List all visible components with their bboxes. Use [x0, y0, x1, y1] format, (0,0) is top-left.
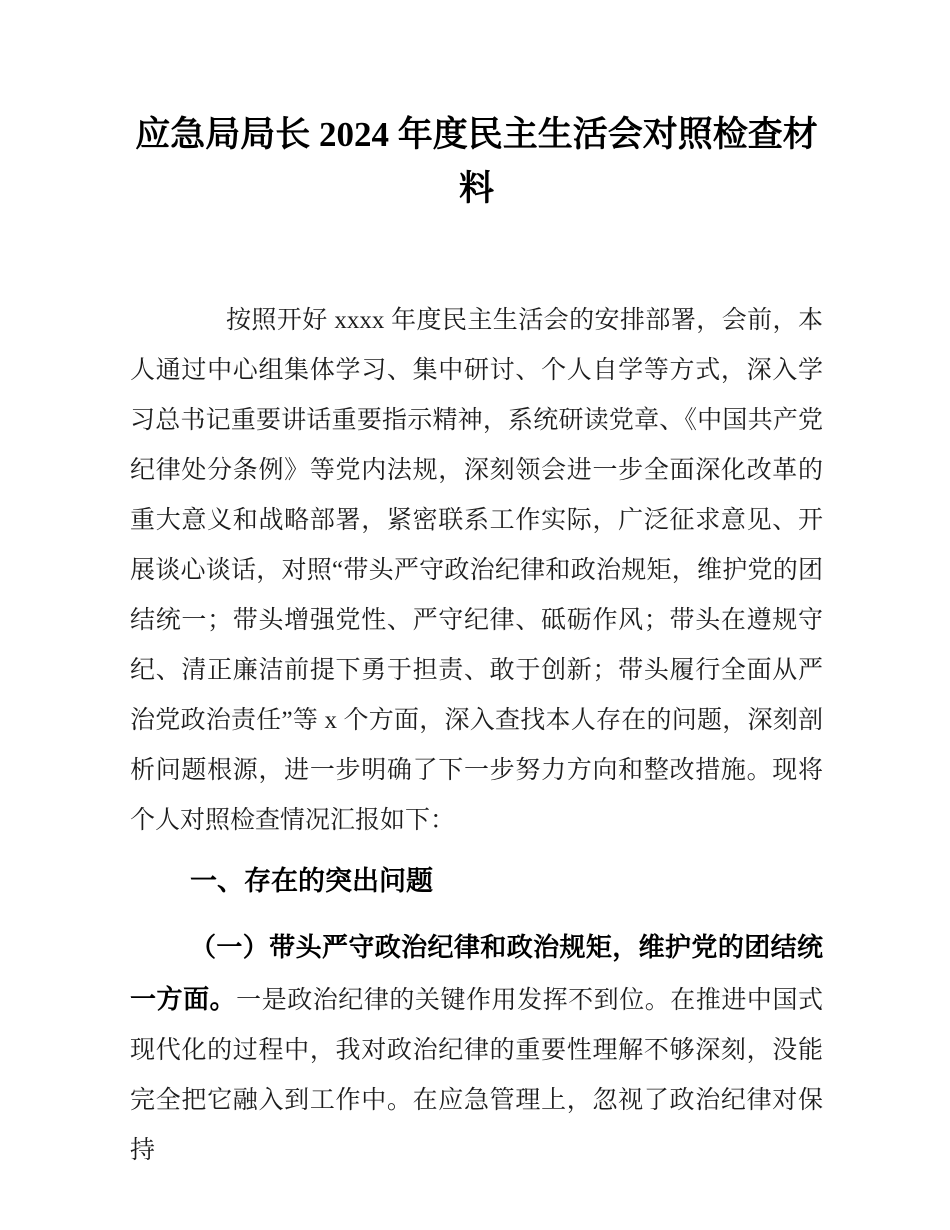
document-title: 应急局局长 2024 年度民主生活会对照检查材料 — [135, 115, 818, 208]
section-1-heading: 一、存在的突出问题 — [190, 866, 433, 896]
intro-paragraph: 按照开好 xxxx 年度民主生活会的安排部署，会前，本人通过中心组集体学习、集中研讨、个人自学等方式，深入学习总书记重要讲话重要指示精神，系统研读党章、《中国共产党纪律处分条例》等党内法规，深刻领会进一步全面深化改革的重大意义和战略部署，紧密联系工作实际，广泛征求意见、开展谈心谈话，对照“带头严守政治纪律和政治规矩，维护党的团结统一；带头增强党性、严守纪律、砥砺作风；带头在遵规守纪、清正廉洁前提下勇于担责、敢于创新；带头履行全面从严治党政治责任”等 x 个方面，深入查找本人存在的问题，深刻剖析问题根源，进一步明确了下一步努力方向和整改措施。现将个人对照检查情况汇报如下： — [130, 307, 823, 834]
subsection-1-paragraph — [130, 922, 823, 1176]
subsection-1-text: 一是政治纪律的关键作用发挥不到位。在推进中国式现代化的过程中，我对政治纪律的重要性理解不够深刻，没能完全把它融入到工作中。在应急管理上，忽视了政治纪律对保持 — [130, 987, 823, 1164]
subsection-1-lead: （一）带头严守政治纪律和政治规矩，维护党的团结统一方面。 — [130, 932, 823, 1014]
